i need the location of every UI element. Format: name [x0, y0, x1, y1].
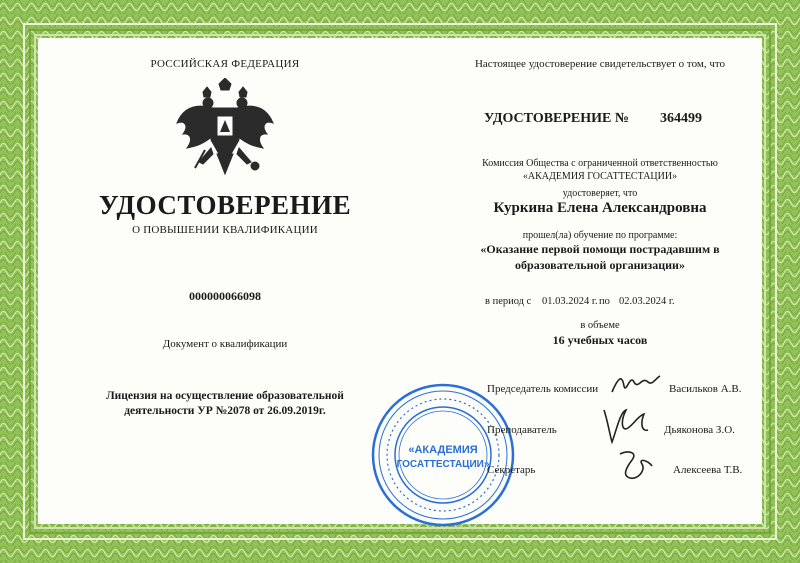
secretary-name: Алексеева Т.В. [673, 464, 743, 476]
hours-count: 16 учебных часов [552, 333, 648, 347]
teacher-name: Дьяконова З.О. [664, 424, 735, 436]
program-name-line-1: «Оказание первой помощи пострадавшим в [480, 242, 720, 256]
document-subtitle: О ПОВЫШЕНИИ КВАЛИФИКАЦИИ [132, 224, 318, 236]
document-type: Документ о квалификации [162, 338, 288, 350]
teacher-role: Преподаватель [487, 424, 557, 436]
intro-text: Настоящее удостоверение свидетельствует о том, что [474, 58, 726, 70]
seal-center-line-2: ГОСАТТЕСТАЦИИ» [396, 459, 490, 470]
chairman-role: Председатель комиссии [487, 383, 599, 395]
organization-line-1: Комиссия Общества с ограниченной ответственностью [482, 158, 718, 169]
teacher-signature [598, 402, 654, 446]
chairman-signature [608, 368, 664, 398]
date-from: 01.03.2024 г. [542, 296, 598, 307]
organization-line-2: «АКАДЕМИЯ ГОСАТТЕСТАЦИИ» [522, 171, 678, 182]
certifies-text: удостоверяет, что [562, 188, 638, 199]
chairman-name: Васильков А.В. [669, 383, 742, 395]
blank-number: 000000066098 [189, 289, 261, 303]
certificate-number-label: УДОСТОВЕРЕНИЕ № [484, 111, 629, 126]
period-label: в период с [485, 296, 532, 307]
date-to: 02.03.2024 г. [619, 296, 675, 307]
program-name-line-2: образовательной организации» [515, 258, 685, 272]
organization-seal [368, 380, 518, 530]
document-title: УДОСТОВЕРЕНИЕ [98, 190, 352, 220]
recipient-name: Куркина Елена Александровна [493, 200, 707, 216]
date-to-label: по [599, 296, 610, 307]
seal-center-line-1: «АКАДЕМИЯ [408, 444, 478, 456]
volume-label: в объеме [580, 320, 620, 331]
certificate-number: 364499 [660, 111, 702, 126]
license-line-2: деятельности УР №2078 от 26.09.2019г. [124, 405, 326, 417]
russian-double-headed-eagle-icon [175, 78, 275, 188]
secretary-signature [612, 446, 656, 486]
license-line-1: Лицензия на осуществление образовательной [106, 390, 344, 402]
passed-training-text: прошел(ла) обучение по программе: [522, 230, 678, 241]
secretary-role: Секретарь [487, 464, 536, 476]
country-label: РОССИЙСКАЯ ФЕДЕРАЦИЯ [150, 58, 300, 70]
